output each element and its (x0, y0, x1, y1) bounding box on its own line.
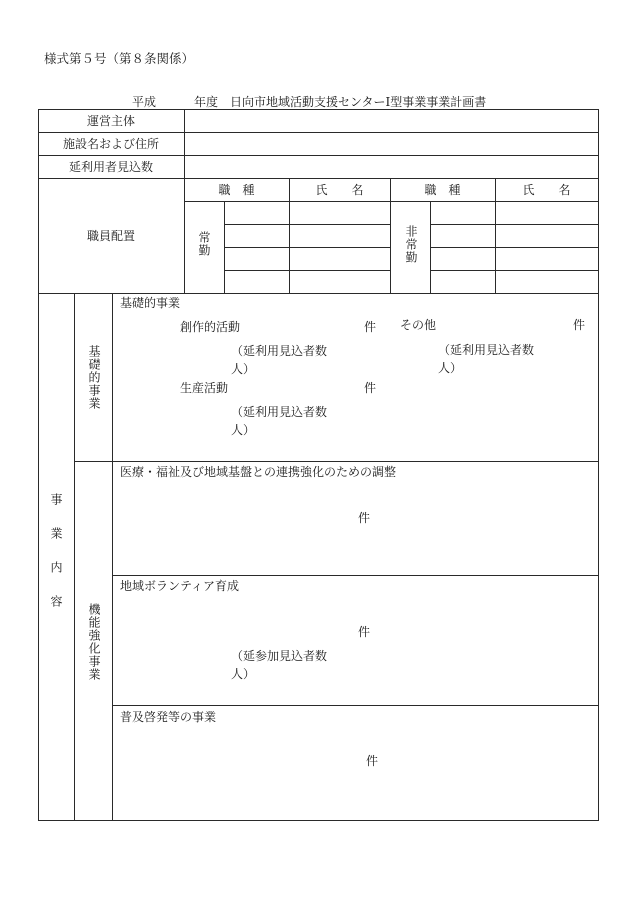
col-name-full: 氏 名 (315, 183, 364, 197)
facility-field[interactable] (185, 133, 598, 155)
full-time-label: 常勤 (197, 231, 211, 257)
facility-label: 施設名および住所 (62, 137, 159, 151)
basic-heading: 基礎的事業 (120, 296, 181, 310)
production-users-close: 人） (231, 423, 256, 437)
col-type-full: 職 種 (218, 183, 255, 197)
other-users-close: 人） (438, 361, 463, 375)
medical-heading: 医療・福祉及び地域基盤との連携強化のための調整 (120, 465, 397, 479)
awareness-count-unit: 件 (366, 754, 379, 768)
content-label: 事業内容 (49, 493, 63, 629)
users-label: 延利用者見込数 (68, 160, 153, 174)
operator-field[interactable] (185, 110, 598, 132)
awareness-heading: 普及啓発等の事業 (120, 710, 217, 724)
other-users-open: （延利用見込者数 (438, 343, 535, 357)
participants-open: （延参加見込者数 (231, 649, 328, 663)
volunteer-heading: 地域ボランティア育成 (120, 579, 240, 593)
document-title: 年度 日向市地域活動支援センターⅠ型事業事業計画書 (194, 95, 487, 109)
basic-side-label: 基礎的事業 (87, 345, 101, 410)
other-count-unit: 件 (573, 318, 586, 332)
creative-users-open: （延利用見込者数 (231, 344, 328, 358)
medical-count-unit: 件 (358, 511, 371, 525)
plan-table (38, 109, 598, 820)
creative-activity-label: 創作的活動 (180, 320, 241, 334)
title-era: 平成 (132, 95, 157, 109)
enhanced-side-label: 機能強化事業 (87, 603, 101, 681)
part-time-label: 非常勤 (404, 225, 418, 264)
creative-count-unit: 件 (364, 320, 377, 334)
users-field[interactable] (185, 156, 598, 178)
participants-close: 人） (231, 667, 256, 681)
production-activity-label: 生産活動 (180, 381, 229, 395)
volunteer-count-unit: 件 (358, 625, 371, 639)
staff-label: 職員配置 (86, 229, 135, 243)
creative-users-close: 人） (231, 362, 256, 376)
production-count-unit: 件 (364, 381, 377, 395)
other-label: その他 (400, 318, 437, 332)
col-type-part: 職 種 (424, 183, 461, 197)
col-name-part: 氏 名 (522, 183, 571, 197)
operator-label: 運営主体 (86, 114, 135, 128)
production-users-open: （延利用見込者数 (231, 405, 328, 419)
form-number: 様式第５号（第８条関係） (44, 51, 195, 66)
